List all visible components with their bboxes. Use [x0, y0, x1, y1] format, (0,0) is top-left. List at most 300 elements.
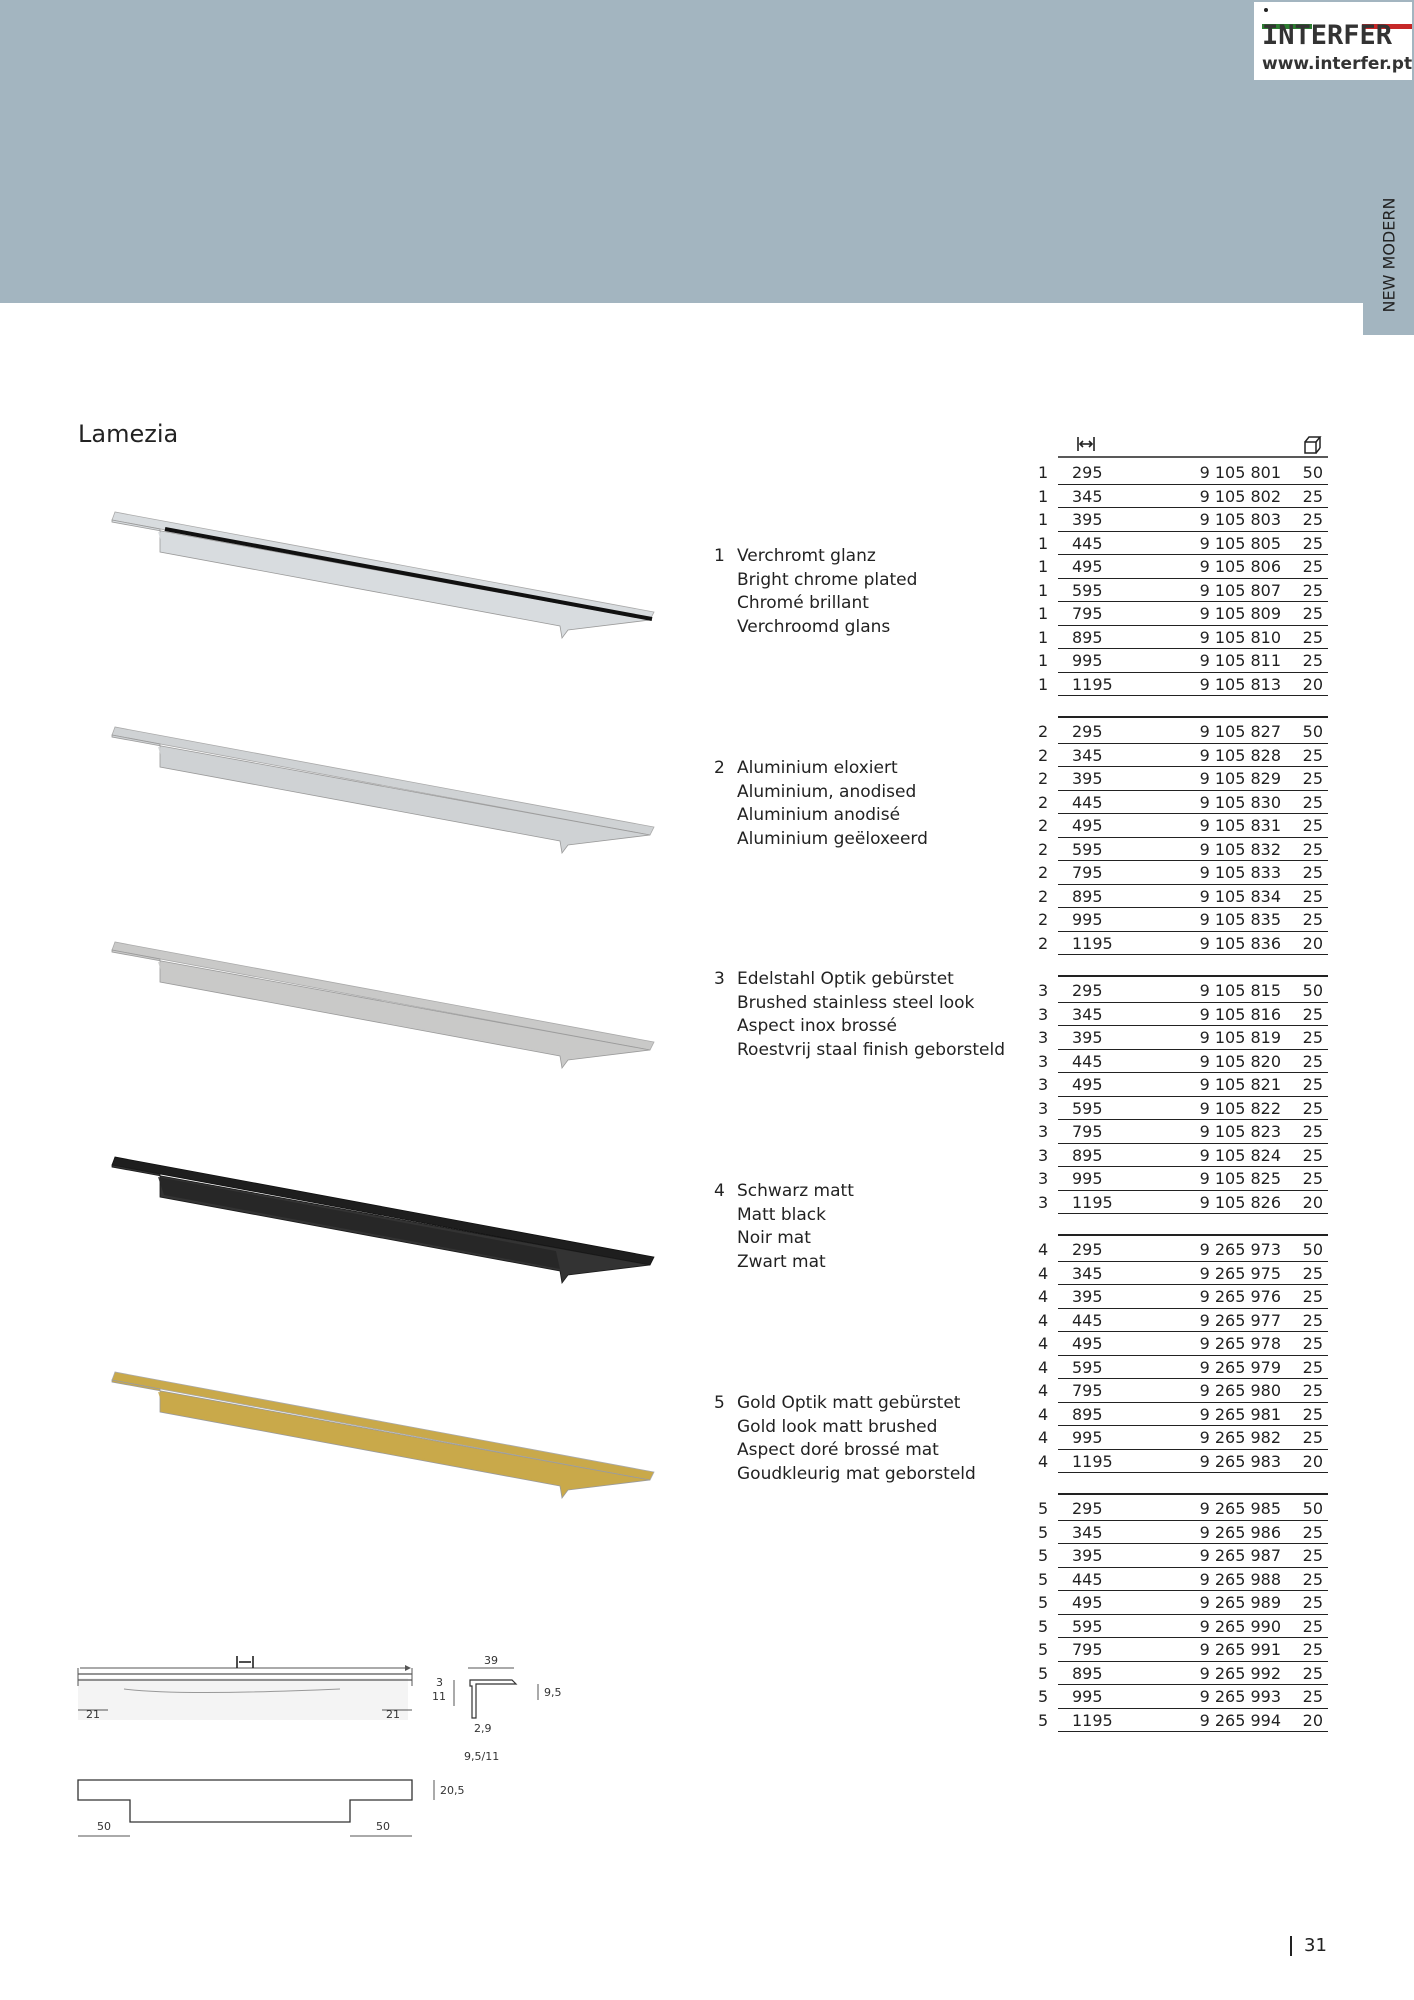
table-row	[1038, 1050, 1328, 1074]
variant-number: 2	[1038, 792, 1049, 812]
variant-number: 4	[1038, 1287, 1049, 1306]
length-value: 995	[1072, 1428, 1103, 1447]
pack-quantity: 25	[1302, 1640, 1323, 1659]
variant-number: 4	[1038, 1240, 1049, 1259]
length-value: 795	[1072, 863, 1103, 882]
row-rule	[1058, 695, 1328, 696]
length-value: 795	[1072, 604, 1103, 623]
variant-number: 3	[1038, 1075, 1049, 1094]
variant-number: 2	[1038, 933, 1049, 953]
length-value: 495	[1072, 816, 1103, 835]
length-value: 595	[1072, 1098, 1103, 1118]
variant-number: 3	[1038, 1122, 1049, 1141]
variant-number: 2	[1038, 722, 1049, 741]
table-row	[1038, 1026, 1328, 1050]
dim-20-5: 20,5	[440, 1784, 465, 1797]
table-row	[1038, 885, 1328, 909]
length-value: 1195	[1072, 1192, 1113, 1212]
length-value: 345	[1072, 1263, 1103, 1283]
table-row	[1038, 1521, 1328, 1545]
pack-quantity: 25	[1302, 745, 1323, 765]
length-value: 995	[1072, 910, 1103, 929]
variant-number: 1	[714, 546, 725, 566]
dim-3: 3	[436, 1676, 443, 1689]
variant-description	[714, 1392, 1034, 1486]
table-group-variant-1	[1038, 461, 1328, 696]
variant-number: 2	[1038, 769, 1049, 788]
pack-quantity: 20	[1302, 933, 1323, 953]
variant-number: 4	[1038, 1381, 1049, 1400]
pack-quantity: 50	[1302, 722, 1323, 741]
dim-top-left-50: 50	[97, 1820, 111, 1833]
length-value: 1195	[1072, 1451, 1113, 1471]
table-row	[1038, 602, 1328, 626]
article-number: 9 265 987	[1199, 1546, 1281, 1565]
variant-number: 5	[1038, 1569, 1049, 1589]
table-row	[1038, 485, 1328, 509]
variant-number: 3	[1038, 1169, 1049, 1188]
article-number: 9 105 834	[1199, 886, 1281, 906]
length-value: 295	[1072, 1240, 1103, 1259]
variant-number: 2	[1038, 839, 1049, 859]
variant-number: 3	[1038, 1192, 1049, 1212]
pack-quantity: 50	[1302, 1240, 1323, 1259]
table-row	[1038, 532, 1328, 556]
article-number: 9 265 992	[1199, 1663, 1281, 1683]
variant-line: Matt black	[737, 1204, 826, 1225]
table-row	[1038, 744, 1328, 768]
article-number: 9 265 983	[1199, 1451, 1281, 1471]
article-number: 9 105 822	[1199, 1098, 1281, 1118]
section-tab-label: NEW MODERN	[1379, 197, 1398, 313]
product-title: Lamezia	[78, 420, 179, 448]
pack-quantity: 25	[1302, 1616, 1323, 1636]
article-number: 9 105 819	[1199, 1028, 1281, 1047]
pack-quantity: 50	[1302, 1499, 1323, 1518]
length-value: 295	[1072, 981, 1103, 1000]
variant-number: 2	[714, 758, 725, 778]
handle-image-4	[112, 1157, 654, 1283]
variant-line: Aluminium eloxiert	[737, 758, 898, 778]
length-value: 795	[1072, 1122, 1103, 1141]
pack-quantity: 25	[1302, 1404, 1323, 1424]
variant-line: Aluminium anodisé	[737, 805, 901, 825]
length-value: 1195	[1072, 1710, 1113, 1730]
length-value: 595	[1072, 580, 1103, 600]
row-rule	[1058, 1731, 1328, 1732]
length-value: 345	[1072, 1522, 1103, 1542]
table-row	[1038, 1379, 1328, 1403]
article-number: 9 105 813	[1199, 674, 1281, 694]
length-value: 595	[1072, 1357, 1103, 1377]
dim-39: 39	[484, 1654, 498, 1667]
table-row	[1038, 1332, 1328, 1356]
length-value: 445	[1072, 533, 1103, 553]
dim-top-right-50: 50	[376, 1820, 390, 1833]
variant-number: 2	[1038, 745, 1049, 765]
variant-number: 5	[1038, 1640, 1049, 1659]
pack-quantity: 20	[1302, 1710, 1323, 1730]
table-row	[1038, 1003, 1328, 1027]
length-value: 495	[1072, 1593, 1103, 1612]
article-number: 9 265 982	[1199, 1428, 1281, 1447]
article-number: 9 105 810	[1199, 627, 1281, 647]
variant-number: 4	[714, 1181, 725, 1201]
pack-quantity: 25	[1302, 1428, 1323, 1447]
variant-line: Gold look matt brushed	[737, 1416, 938, 1437]
pack-quantity: 25	[1302, 486, 1323, 506]
length-value: 995	[1072, 1687, 1103, 1706]
variant-line: Goudkleurig mat geborsteld	[737, 1463, 976, 1484]
dim-9-5: 9,5	[544, 1686, 562, 1699]
table-row	[1038, 1709, 1328, 1733]
length-value: 445	[1072, 1310, 1103, 1330]
article-number: 9 265 975	[1199, 1263, 1281, 1283]
length-value: 795	[1072, 1381, 1103, 1400]
article-number: 9 105 835	[1199, 910, 1281, 929]
article-number: 9 105 811	[1199, 651, 1281, 670]
handle-image-1	[112, 512, 654, 638]
length-value: 995	[1072, 651, 1103, 670]
pack-quantity: 25	[1302, 1263, 1323, 1283]
pack-quantity: 50	[1302, 463, 1323, 482]
table-row	[1038, 1591, 1328, 1615]
length-value: 295	[1072, 722, 1103, 741]
table-row	[1038, 1309, 1328, 1333]
article-number: 9 265 991	[1199, 1640, 1281, 1659]
table-row	[1038, 1450, 1328, 1474]
logo-dot	[1264, 8, 1268, 12]
variant-number: 3	[1038, 1028, 1049, 1047]
group-top-rule	[1058, 975, 1328, 977]
variant-number: 5	[1038, 1546, 1049, 1565]
package-icon	[1305, 437, 1320, 453]
table-row	[1038, 1073, 1328, 1097]
length-value: 595	[1072, 839, 1103, 859]
pack-quantity: 25	[1302, 769, 1323, 788]
variant-number: 1	[1038, 463, 1049, 482]
profile-section	[432, 1654, 562, 1763]
technical-drawing	[60, 1640, 580, 1860]
table-row	[1038, 1685, 1328, 1709]
table-row	[1038, 1497, 1328, 1521]
pack-quantity: 20	[1302, 1451, 1323, 1471]
page-number	[1290, 1935, 1327, 1956]
length-value: 595	[1072, 1616, 1103, 1636]
pack-quantity: 25	[1302, 1169, 1323, 1188]
article-number: 9 265 993	[1199, 1687, 1281, 1706]
variant-number: 5	[1038, 1663, 1049, 1683]
article-number: 9 105 833	[1199, 863, 1281, 882]
variant-number: 5	[1038, 1616, 1049, 1636]
pack-quantity: 25	[1302, 533, 1323, 553]
variant-number: 4	[1038, 1334, 1049, 1353]
brand-logo[interactable]	[1254, 2, 1412, 80]
pack-quantity: 25	[1302, 1334, 1323, 1353]
section-tab	[1363, 175, 1414, 335]
length-value: 445	[1072, 792, 1103, 812]
pack-quantity: 25	[1302, 1051, 1323, 1071]
table-row	[1038, 1356, 1328, 1380]
table-row	[1038, 791, 1328, 815]
row-rule	[1058, 1472, 1328, 1473]
length-value: 495	[1072, 1334, 1103, 1353]
table-row	[1038, 1403, 1328, 1427]
pack-quantity: 25	[1302, 557, 1323, 576]
table-row	[1038, 555, 1328, 579]
length-value: 795	[1072, 1640, 1103, 1659]
variant-number: 4	[1038, 1428, 1049, 1447]
length-value: 895	[1072, 1145, 1103, 1165]
length-value: 395	[1072, 1028, 1103, 1047]
table-row	[1038, 461, 1328, 485]
variant-description	[714, 757, 1034, 851]
variant-number: 5	[714, 1393, 725, 1413]
article-number: 9 105 815	[1199, 981, 1281, 1000]
table-row	[1038, 579, 1328, 603]
variant-number: 2	[1038, 910, 1049, 929]
group-top-rule	[1058, 716, 1328, 718]
article-number: 9 105 824	[1199, 1145, 1281, 1165]
table-row	[1038, 673, 1328, 697]
variant-line: Roestvrij staal finish geborsteld	[737, 1039, 1005, 1060]
pack-quantity: 25	[1302, 627, 1323, 647]
article-number: 9 105 832	[1199, 839, 1281, 859]
article-number: 9 105 823	[1199, 1122, 1281, 1141]
article-number: 9 265 986	[1199, 1522, 1281, 1542]
article-number: 9 265 988	[1199, 1569, 1281, 1589]
logo-flag-stripe	[1262, 14, 1414, 19]
dim-11: 11	[432, 1690, 446, 1703]
variant-number: 3	[1038, 1051, 1049, 1071]
variant-number: 4	[1038, 1357, 1049, 1377]
variant-number: 1	[1038, 674, 1049, 694]
pack-quantity: 25	[1302, 1687, 1323, 1706]
article-number: 9 265 977	[1199, 1310, 1281, 1330]
table-header	[1038, 432, 1328, 458]
variant-line: Verchroomd glans	[737, 616, 891, 637]
article-number: 9 105 807	[1199, 580, 1281, 600]
pack-quantity: 25	[1302, 1028, 1323, 1047]
dim-2-9: 2,9	[474, 1722, 492, 1735]
variant-line: Aspect doré brossé mat	[737, 1440, 939, 1460]
table-group-variant-5	[1038, 1497, 1328, 1732]
table-row	[1038, 932, 1328, 956]
article-number: 9 105 827	[1199, 722, 1281, 741]
pack-quantity: 25	[1302, 886, 1323, 906]
length-value: 295	[1072, 463, 1103, 482]
pack-quantity: 25	[1302, 1357, 1323, 1377]
article-number: 9 265 978	[1199, 1334, 1281, 1353]
length-value: 345	[1072, 745, 1103, 765]
length-value: 345	[1072, 1004, 1103, 1024]
length-value: 895	[1072, 1663, 1103, 1683]
variant-number: 1	[1038, 557, 1049, 576]
variant-line: Aluminium, anodised	[737, 781, 917, 802]
length-value: 395	[1072, 1546, 1103, 1565]
table-row	[1038, 508, 1328, 532]
variant-description	[714, 968, 1034, 1062]
pack-quantity: 20	[1302, 674, 1323, 694]
pack-quantity: 25	[1302, 1145, 1323, 1165]
pack-quantity: 25	[1302, 910, 1323, 929]
handle-image-3	[112, 942, 654, 1068]
handle-image-2	[112, 727, 654, 853]
pack-quantity: 20	[1302, 1192, 1323, 1212]
variant-line: Aspect inox brossé	[737, 1016, 897, 1036]
variant-number: 4	[1038, 1310, 1049, 1330]
length-value: 295	[1072, 1499, 1103, 1518]
pack-quantity: 25	[1302, 816, 1323, 835]
article-number: 9 265 985	[1199, 1499, 1281, 1518]
variant-description	[714, 1180, 1034, 1274]
variant-number: 4	[1038, 1451, 1049, 1471]
pack-quantity: 25	[1302, 510, 1323, 529]
variant-line: Aluminium geëloxeerd	[737, 828, 928, 849]
pack-quantity: 25	[1302, 1522, 1323, 1542]
dim-right-21: 21	[386, 1708, 400, 1721]
length-value: 1195	[1072, 674, 1113, 694]
variant-number: 3	[714, 969, 725, 989]
article-number: 9 265 981	[1199, 1404, 1281, 1424]
variant-number: 5	[1038, 1710, 1049, 1730]
table-group-variant-3	[1038, 979, 1328, 1214]
dim-left-21: 21	[86, 1708, 100, 1721]
variant-line: Schwarz matt	[737, 1181, 854, 1201]
variant-line: Zwart mat	[737, 1251, 826, 1272]
variant-number: 2	[1038, 863, 1049, 882]
table-row	[1038, 1120, 1328, 1144]
variant-line: Noir mat	[737, 1228, 811, 1248]
variant-number: 1	[1038, 510, 1049, 529]
length-value: 1195	[1072, 933, 1113, 953]
length-value: 895	[1072, 627, 1103, 647]
variant-number: 5	[1038, 1687, 1049, 1706]
variant-number: 3	[1038, 1145, 1049, 1165]
variant-number: 1	[1038, 651, 1049, 670]
table-row	[1038, 1144, 1328, 1168]
table-group-variant-2	[1038, 720, 1328, 955]
length-value: 395	[1072, 510, 1103, 529]
article-number: 9 105 806	[1199, 557, 1281, 576]
pack-quantity: 25	[1302, 1569, 1323, 1589]
table-row	[1038, 838, 1328, 862]
article-number: 9 105 816	[1199, 1004, 1281, 1024]
page-number-value: 31	[1304, 1935, 1327, 1956]
variant-number: 5	[1038, 1522, 1049, 1542]
handle-image-5	[112, 1372, 654, 1498]
length-value: 395	[1072, 1287, 1103, 1306]
variant-number: 1	[1038, 627, 1049, 647]
variant-number: 2	[1038, 886, 1049, 906]
table-row	[1038, 720, 1328, 744]
pack-quantity: 25	[1302, 604, 1323, 623]
variant-number: 1	[1038, 533, 1049, 553]
article-number: 9 265 979	[1199, 1357, 1281, 1377]
table-row	[1038, 1426, 1328, 1450]
table-row	[1038, 1544, 1328, 1568]
variant-number: 1	[1038, 604, 1049, 623]
pack-quantity: 25	[1302, 1381, 1323, 1400]
variant-number: 3	[1038, 1004, 1049, 1024]
table-row	[1038, 814, 1328, 838]
article-number: 9 105 831	[1199, 816, 1281, 835]
article-number: 9 105 803	[1199, 510, 1281, 529]
table-row	[1038, 1191, 1328, 1215]
length-value: 895	[1072, 1404, 1103, 1424]
length-icon	[1078, 437, 1094, 451]
table-row	[1038, 1662, 1328, 1686]
pack-quantity: 25	[1302, 1075, 1323, 1094]
variant-line: Edelstahl Optik gebürstet	[737, 969, 954, 989]
variant-line: Bright chrome plated	[737, 569, 918, 590]
pack-quantity: 25	[1302, 1287, 1323, 1306]
article-number: 9 265 980	[1199, 1381, 1281, 1400]
pack-quantity: 25	[1302, 651, 1323, 670]
pack-quantity: 25	[1302, 863, 1323, 882]
table-row	[1038, 1285, 1328, 1309]
length-value: 395	[1072, 769, 1103, 788]
table-row	[1038, 1568, 1328, 1592]
table-row	[1038, 908, 1328, 932]
logo-website: www.interfer.pt	[1262, 54, 1413, 74]
dim-9-5-11: 9,5/11	[464, 1750, 500, 1763]
table-row	[1038, 1262, 1328, 1286]
pack-quantity: 25	[1302, 1310, 1323, 1330]
pack-quantity: 25	[1302, 792, 1323, 812]
table-row	[1038, 1167, 1328, 1191]
article-number: 9 265 989	[1199, 1593, 1281, 1612]
length-value: 495	[1072, 1075, 1103, 1094]
table-row	[1038, 649, 1328, 673]
table-row	[1038, 1638, 1328, 1662]
length-value: 445	[1072, 1051, 1103, 1071]
table-row	[1038, 1097, 1328, 1121]
row-rule	[1058, 954, 1328, 955]
variant-number: 3	[1038, 981, 1049, 1000]
article-number: 9 105 820	[1199, 1051, 1281, 1071]
variant-number: 4	[1038, 1263, 1049, 1283]
length-value: 495	[1072, 557, 1103, 576]
article-number: 9 105 829	[1199, 769, 1281, 788]
pack-quantity: 25	[1302, 1663, 1323, 1683]
article-number: 9 265 973	[1199, 1240, 1281, 1259]
length-value: 445	[1072, 1569, 1103, 1589]
length-value: 345	[1072, 486, 1103, 506]
article-number: 9 105 830	[1199, 792, 1281, 812]
pack-quantity: 25	[1302, 580, 1323, 600]
table-row	[1038, 979, 1328, 1003]
table-row	[1038, 861, 1328, 885]
variant-line: Chromé brillant	[737, 593, 869, 613]
table-row	[1038, 1615, 1328, 1639]
article-number: 9 105 826	[1199, 1192, 1281, 1212]
length-value: 995	[1072, 1169, 1103, 1188]
variant-line: Verchromt glanz	[737, 546, 876, 566]
front-view	[78, 1656, 412, 1721]
variant-number: 3	[1038, 1098, 1049, 1118]
article-number: 9 105 801	[1199, 463, 1281, 482]
pack-quantity: 25	[1302, 1122, 1323, 1141]
table-row	[1038, 1238, 1328, 1262]
pack-quantity: 25	[1302, 1004, 1323, 1024]
article-number: 9 105 836	[1199, 933, 1281, 953]
variant-number: 1	[1038, 486, 1049, 506]
variant-number: 5	[1038, 1499, 1049, 1518]
page-number-divider	[1290, 1936, 1292, 1956]
variant-description	[714, 545, 1034, 639]
table-row	[1038, 767, 1328, 791]
